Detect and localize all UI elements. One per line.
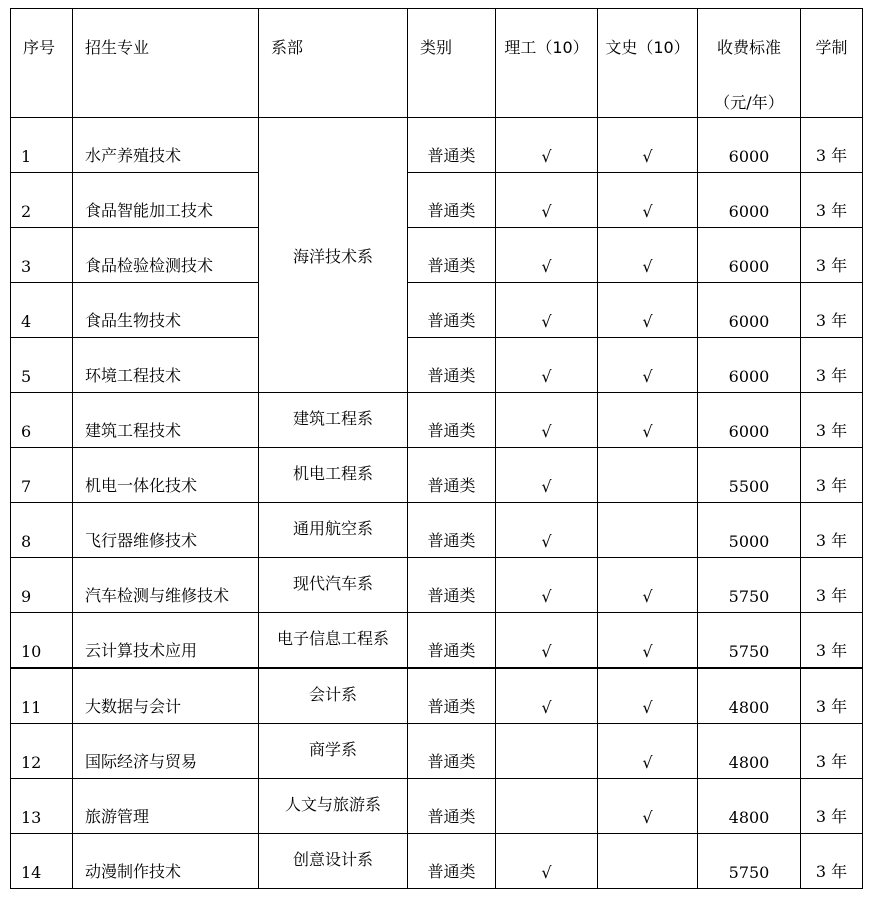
row-dept: 会计系 [259,668,408,724]
row-liberal-check: √ [598,558,698,613]
table-row [11,283,863,338]
row-category: 普通类 [408,118,496,173]
row-fee: 5750 [698,613,801,669]
row-major: 食品检验检测技术 [73,228,259,283]
row-liberal-check: √ [598,393,698,448]
row-duration: 3 年 [801,338,863,393]
row-category: 普通类 [408,393,496,448]
row-duration: 3 年 [801,228,863,283]
row-liberal-check: √ [598,228,698,283]
row-duration: 3 年 [801,779,863,834]
row-fee: 4800 [698,668,801,724]
row-fee: 6000 [698,283,801,338]
row-fee: 6000 [698,173,801,228]
row-category: 普通类 [408,173,496,228]
row-category: 普通类 [408,558,496,613]
row-liberal-check: √ [598,779,698,834]
header-dept: 系部 [259,9,408,118]
table-row [11,173,863,228]
row-seq: 14 [11,834,73,889]
row-science-check: √ [496,283,598,338]
row-fee: 5750 [698,834,801,889]
row-major: 水产养殖技术 [73,118,259,173]
row-category: 普通类 [408,834,496,889]
row-fee: 5750 [698,558,801,613]
row-dept: 人文与旅游系 [259,779,408,834]
row-duration: 3 年 [801,283,863,338]
header-seq: 序号 [11,9,73,118]
row-dept: 现代汽车系 [259,558,408,613]
row-dept: 商学系 [259,724,408,779]
row-seq: 4 [11,283,73,338]
row-science-check: √ [496,668,598,724]
row-liberal-check [598,448,698,503]
table-row [11,228,863,283]
row-dept: 创意设计系 [259,834,408,889]
row-seq: 3 [11,228,73,283]
header-liberal: 文史（10） [598,9,698,118]
table-row [11,503,863,558]
row-seq: 11 [11,668,73,724]
row-major: 食品生物技术 [73,283,259,338]
row-liberal-check: √ [598,118,698,173]
row-fee: 5500 [698,448,801,503]
header-science: 理工（10） [496,9,598,118]
row-seq: 2 [11,173,73,228]
row-duration: 3 年 [801,724,863,779]
row-science-check: √ [496,118,598,173]
row-duration: 3 年 [801,393,863,448]
row-seq: 13 [11,779,73,834]
row-science-check: √ [496,834,598,889]
header-major: 招生专业 [73,9,259,118]
row-fee: 6000 [698,338,801,393]
table-row [11,668,863,724]
row-seq: 5 [11,338,73,393]
row-major: 云计算技术应用 [73,613,259,669]
row-science-check: √ [496,173,598,228]
table-row [11,118,863,173]
row-category: 普通类 [408,228,496,283]
row-duration: 3 年 [801,173,863,228]
row-fee: 4800 [698,724,801,779]
table-row [11,338,863,393]
table-row [11,448,863,503]
row-science-check: √ [496,228,598,283]
row-duration: 3 年 [801,668,863,724]
row-major: 大数据与会计 [73,668,259,724]
row-seq: 12 [11,724,73,779]
row-duration: 3 年 [801,503,863,558]
row-fee: 6000 [698,118,801,173]
row-seq: 1 [11,118,73,173]
row-category: 普通类 [408,503,496,558]
row-science-check: √ [496,338,598,393]
row-dept: 通用航空系 [259,503,408,558]
row-category: 普通类 [408,283,496,338]
table-row [11,613,863,669]
header-fee: 收费标准 （元/年） [698,9,801,118]
row-science-check: √ [496,448,598,503]
row-dept: 电子信息工程系 [259,613,408,669]
row-dept: 机电工程系 [259,448,408,503]
row-science-check: √ [496,558,598,613]
row-duration: 3 年 [801,118,863,173]
row-category: 普通类 [408,338,496,393]
table-row [11,393,863,448]
row-major: 食品智能加工技术 [73,173,259,228]
row-liberal-check: √ [598,668,698,724]
row-duration: 3 年 [801,558,863,613]
row-dept: 海洋技术系 [259,118,408,393]
row-duration: 3 年 [801,834,863,889]
row-duration: 3 年 [801,448,863,503]
row-liberal-check: √ [598,724,698,779]
row-category: 普通类 [408,779,496,834]
row-fee: 5000 [698,503,801,558]
row-seq: 10 [11,613,73,669]
row-category: 普通类 [408,448,496,503]
table-row [11,834,863,889]
row-fee: 6000 [698,393,801,448]
row-major: 动漫制作技术 [73,834,259,889]
row-liberal-check [598,503,698,558]
table-row [11,779,863,834]
row-science-check [496,724,598,779]
row-seq: 6 [11,393,73,448]
row-category: 普通类 [408,724,496,779]
row-liberal-check: √ [598,338,698,393]
row-category: 普通类 [408,613,496,669]
row-science-check: √ [496,393,598,448]
row-liberal-check: √ [598,283,698,338]
row-duration: 3 年 [801,613,863,669]
header-duration: 学制 [801,9,863,118]
row-major: 旅游管理 [73,779,259,834]
header-category: 类别 [408,9,496,118]
row-fee: 4800 [698,779,801,834]
row-dept: 建筑工程系 [259,393,408,448]
row-science-check: √ [496,613,598,669]
row-major: 环境工程技术 [73,338,259,393]
row-science-check: √ [496,503,598,558]
row-liberal-check: √ [598,173,698,228]
row-liberal-check: √ [598,613,698,669]
row-fee: 6000 [698,228,801,283]
row-category: 普通类 [408,668,496,724]
row-seq: 8 [11,503,73,558]
row-liberal-check [598,834,698,889]
row-major: 汽车检测与维修技术 [73,558,259,613]
row-major: 机电一体化技术 [73,448,259,503]
row-major: 飞行器维修技术 [73,503,259,558]
table-row [11,724,863,779]
table-row [11,558,863,613]
row-science-check [496,779,598,834]
row-seq: 9 [11,558,73,613]
row-seq: 7 [11,448,73,503]
admissions-table [10,8,863,889]
header-row [11,9,863,118]
row-major: 国际经济与贸易 [73,724,259,779]
row-major: 建筑工程技术 [73,393,259,448]
